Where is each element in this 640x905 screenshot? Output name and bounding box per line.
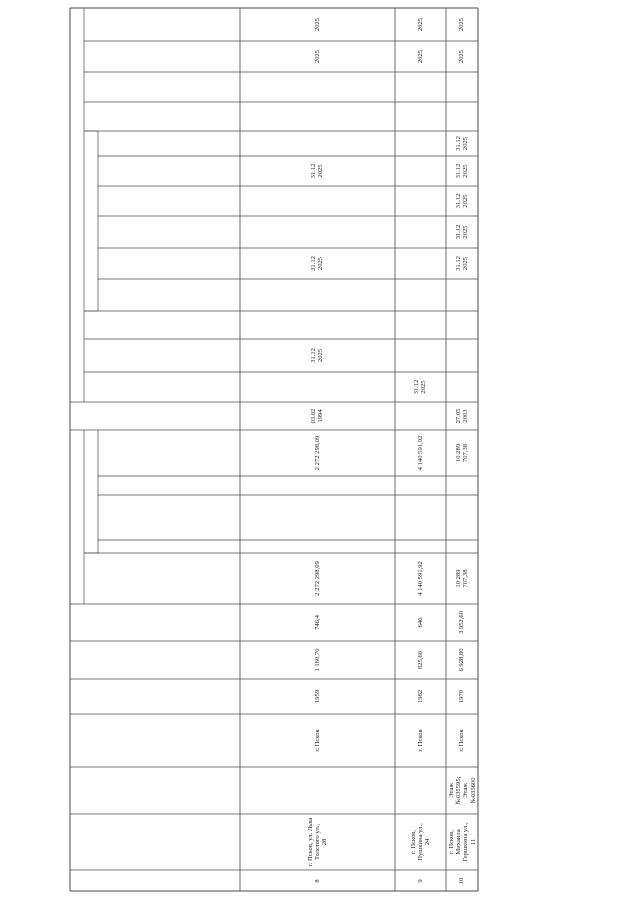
cell-year_built <box>417 680 424 713</box>
cell-address <box>410 815 432 869</box>
cell-line: 2025 <box>462 164 469 178</box>
cell-line: 9 <box>416 878 424 883</box>
cell-line: №035600 <box>469 777 477 804</box>
cell-line: 707,38 <box>462 569 469 588</box>
cell-line: 31.12 <box>454 224 462 240</box>
cell-line: 03.02 <box>310 408 318 424</box>
cell-total <box>417 554 424 603</box>
cell-roof <box>310 340 324 371</box>
cell-line: Этаж <box>462 783 469 798</box>
cell-line: 2025 <box>313 17 321 32</box>
cell-line: 31.12 <box>310 163 318 179</box>
cell-line: г. Псков, <box>447 830 455 854</box>
cell-owners <box>314 431 321 475</box>
cell-line: 1 160,70 <box>313 648 321 672</box>
cell-line: 31.12 <box>310 256 318 271</box>
cell-line: 2025 <box>458 49 466 64</box>
cell-address <box>307 815 329 869</box>
cell-heat <box>455 249 469 278</box>
cell-line: 1959 <box>313 689 321 704</box>
cell-line: 31.12 <box>454 256 462 271</box>
cell-energy_survey <box>458 42 465 71</box>
cell-line: 2025 <box>317 256 325 271</box>
cell-total_area <box>314 642 321 678</box>
cell-line: 746,4 <box>313 615 321 630</box>
cell-last_repair <box>455 403 469 429</box>
cell-energy_survey <box>417 42 424 71</box>
cell-num <box>417 871 424 891</box>
cell-owners <box>455 431 469 475</box>
cell-line: 1994 <box>317 409 325 423</box>
cell-hotwater <box>455 187 469 215</box>
cell-line: 8 <box>313 878 321 883</box>
cell-line: 825,60 <box>416 650 424 670</box>
cell-line: 2025 <box>313 49 321 64</box>
cell-line: г. Псков <box>313 729 321 752</box>
cell-line: 3 952,60 <box>458 610 466 635</box>
cell-line: 2025 <box>416 49 424 64</box>
cell-line: г. Псков <box>416 729 424 752</box>
cell-line: 2025 <box>416 17 424 32</box>
cell-line: 2025 <box>317 348 325 363</box>
cell-insulation <box>417 9 424 40</box>
cell-line: 31.12 <box>310 348 318 363</box>
cell-num <box>314 871 321 891</box>
cell-line: 10 289 <box>454 443 462 463</box>
cell-elevator <box>413 373 427 401</box>
cell-line: 646 <box>416 617 424 628</box>
cell-line: 2025 <box>462 194 469 208</box>
cell-line: 10 289 <box>454 569 462 588</box>
cell-line: Толстого ул., <box>313 823 321 861</box>
cell-coldwater <box>310 157 324 185</box>
cell-line: г. Псков <box>458 729 466 752</box>
cell-num <box>458 871 465 891</box>
cell-district <box>314 715 321 766</box>
cell-line: 2 272 298,09 <box>313 561 321 596</box>
cell-line: 2 272 298,09 <box>313 435 321 471</box>
cell-heat <box>310 249 324 278</box>
cell-total_area <box>417 642 424 678</box>
cell-line: 2003 <box>462 409 469 423</box>
cell-living_area <box>458 605 465 640</box>
cell-gas <box>455 217 469 247</box>
cell-line: г. Псков, <box>409 830 417 854</box>
cell-line: 28 <box>321 838 329 846</box>
cell-line: 1970 <box>458 689 466 704</box>
cell-line: 31.12 <box>454 163 462 179</box>
cell-energy_survey <box>314 42 321 71</box>
cell-line: 2025 <box>317 164 325 178</box>
cell-total_area <box>458 642 465 678</box>
cell-line: 707,38 <box>462 443 469 463</box>
cell-line: 1982 <box>416 689 424 704</box>
cell-line: 31.12 <box>454 136 462 151</box>
cell-address <box>448 815 477 869</box>
cell-line: 6 928,80 <box>458 648 466 672</box>
cell-coldwater <box>455 157 469 185</box>
cell-living_area <box>314 605 321 640</box>
cell-line: 10 <box>458 877 466 884</box>
cell-line: 4 140 591,92 <box>416 435 424 471</box>
cell-insulation <box>458 9 465 40</box>
cell-total <box>314 554 321 603</box>
cell-line: 24 <box>424 838 432 846</box>
cell-line: Пушкина ул., <box>416 823 424 861</box>
cell-line: 2025 <box>458 17 466 32</box>
cell-line: 4 140 591,92 <box>416 561 424 596</box>
cell-type <box>448 768 477 813</box>
cell-line: 31.12 <box>454 193 462 209</box>
cell-line: г. Псков, ул. Льва <box>306 817 314 867</box>
cell-line: 2025 <box>462 256 469 271</box>
cell-line: 2025 <box>462 136 469 151</box>
cell-line: 11 <box>469 838 477 846</box>
cell-district <box>417 715 424 766</box>
cell-line: 2025 <box>462 225 469 239</box>
cell-line: Гершкина ул., <box>462 822 469 862</box>
cell-owners <box>417 431 424 475</box>
cell-last_repair <box>310 403 324 429</box>
cell-total <box>455 554 469 603</box>
cell-year_built <box>458 680 465 713</box>
cell-line: Михаила <box>454 829 462 855</box>
cell-year_built <box>314 680 321 713</box>
cell-line: 27.05 <box>454 408 462 424</box>
cell-insulation <box>314 9 321 40</box>
cell-district <box>458 715 465 766</box>
cell-living_area <box>417 605 424 640</box>
cell-line: 2025 <box>420 380 428 394</box>
cell-line: 31.12 <box>413 379 421 395</box>
cell-line: №035595; <box>454 776 462 805</box>
cell-line: Этаж <box>447 783 455 798</box>
cell-sewer <box>455 132 469 155</box>
